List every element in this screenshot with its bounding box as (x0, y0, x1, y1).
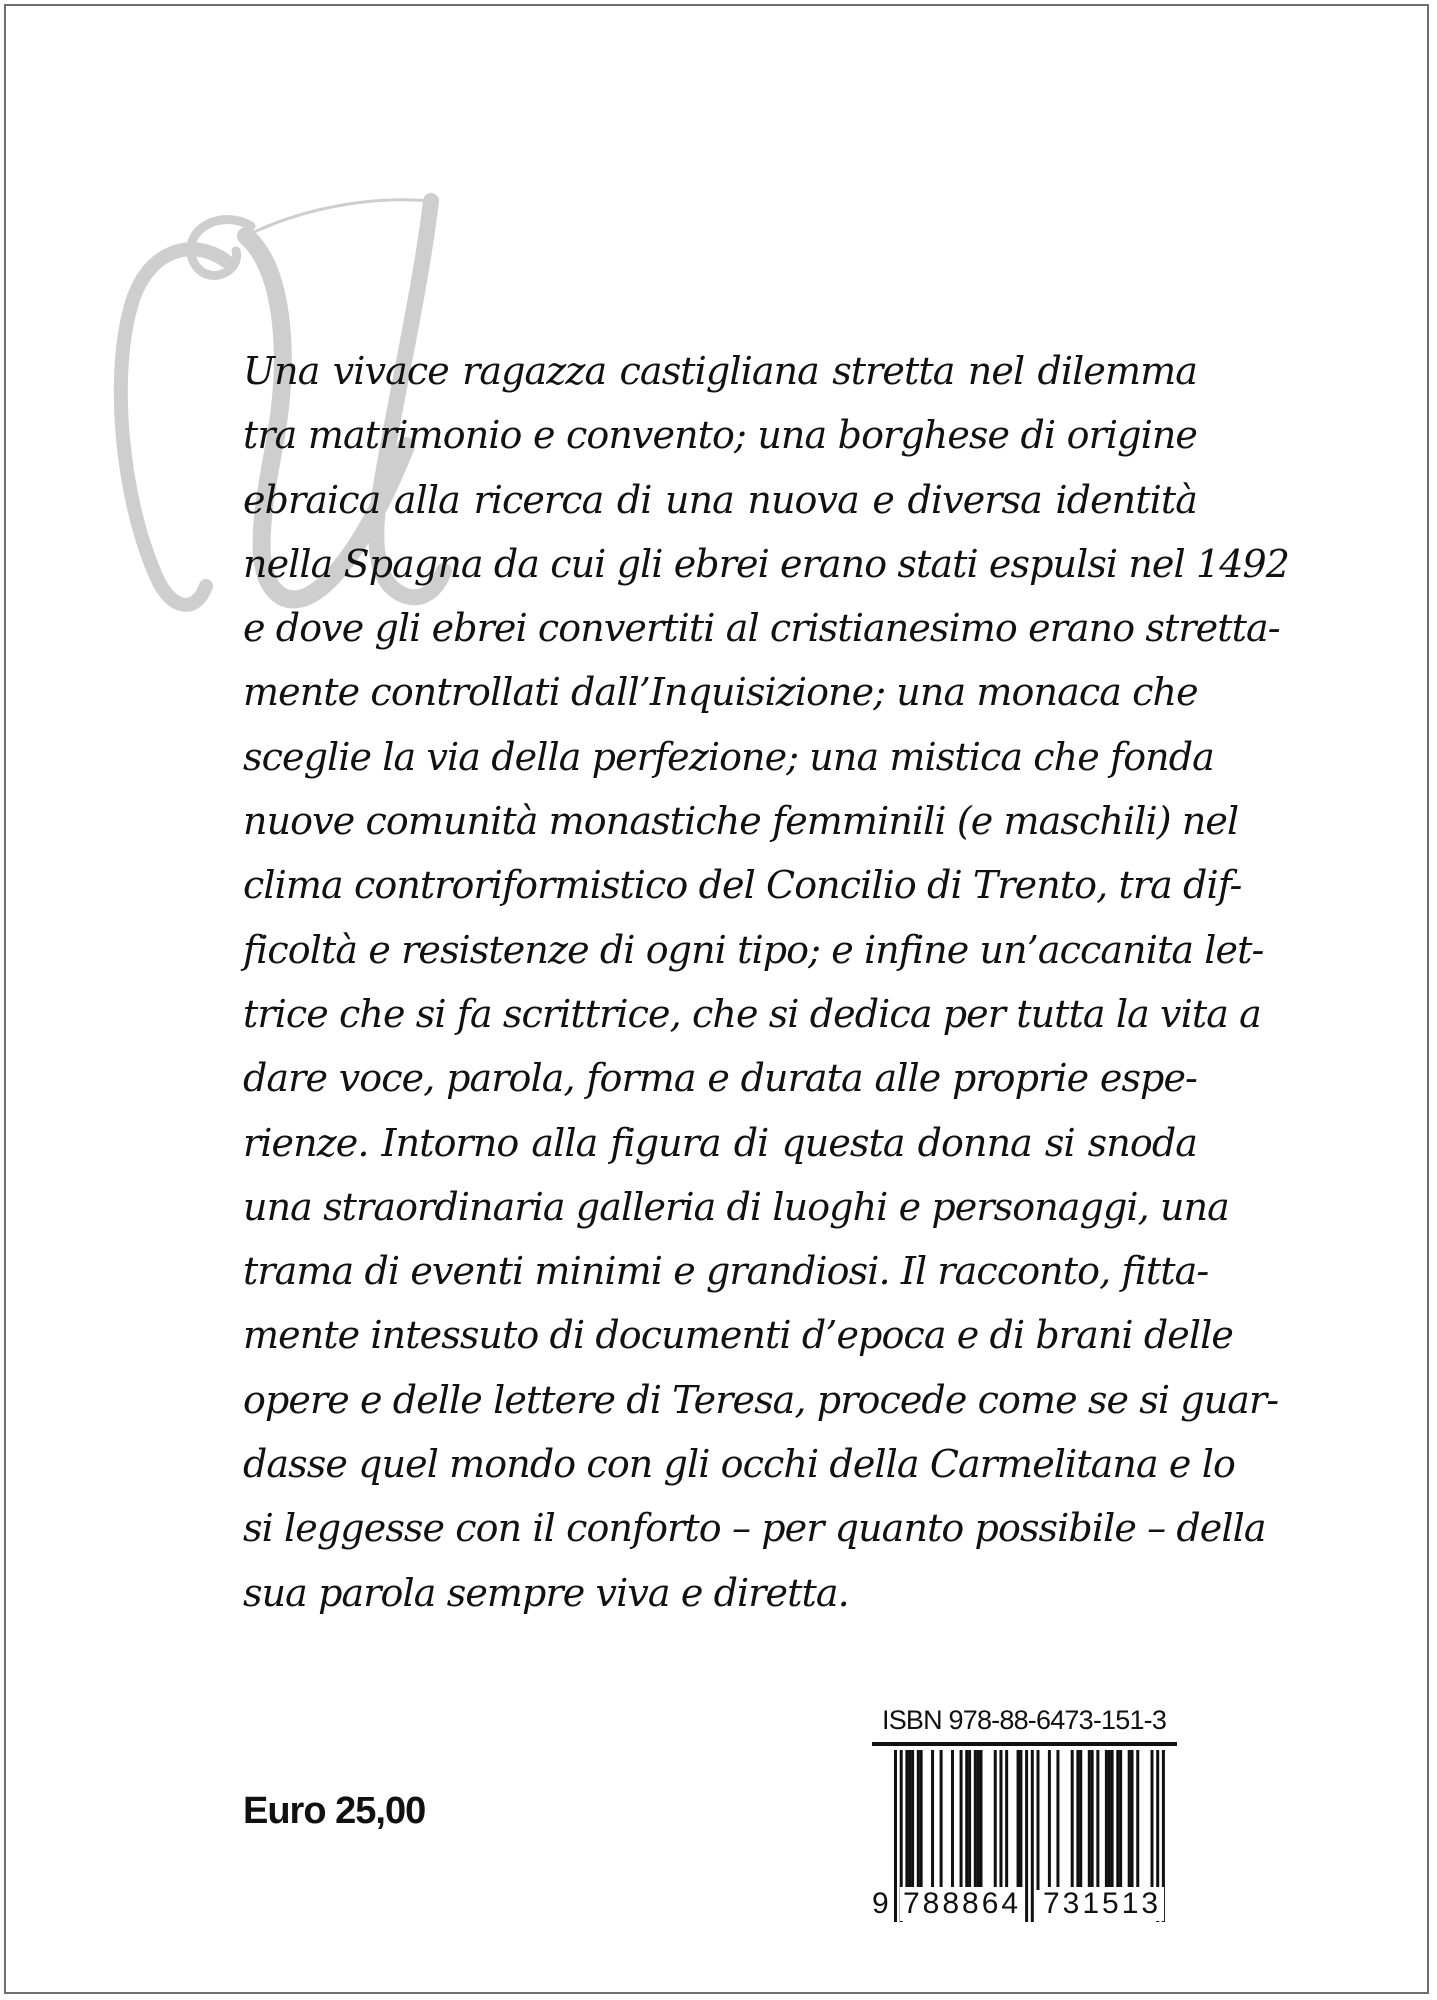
barcode-bar (1056, 1750, 1059, 1890)
back-cover (4, 4, 1429, 1994)
barcode-top-rule (872, 1742, 1177, 1746)
blurb-line: rienze. Intorno alla figura di questa donna si snoda (243, 1120, 1197, 1165)
barcode-bar (951, 1750, 954, 1890)
barcode-bar (1037, 1750, 1040, 1890)
barcode-digits-right: 731513 (1040, 1887, 1164, 1921)
barcode (872, 1742, 1177, 1927)
barcode-bar (1116, 1750, 1119, 1890)
barcode-bar (1128, 1750, 1131, 1890)
blurb-line: tra matrimonio e convento; una borghese di origine (243, 413, 1197, 458)
isbn-block (872, 1705, 1177, 1927)
barcode-bar (1048, 1750, 1051, 1890)
barcode-bar (1111, 1750, 1114, 1890)
blurb-line: dare voce, parola, forma e durata alle proprie espe- (243, 1056, 1197, 1101)
barcode-bar (1005, 1750, 1008, 1890)
barcode-bar (917, 1750, 920, 1890)
barcode-bar (980, 1750, 983, 1890)
barcode-bar (1096, 1750, 1099, 1890)
blurb-line: mente intessuto di documenti d’epoca e di brani delle (243, 1313, 1233, 1358)
blurb-line: nuove comunità monastiche femminili (e maschili) nel (243, 799, 1239, 844)
barcode-bar (905, 1750, 908, 1890)
barcode-bar (999, 1750, 1002, 1890)
barcode-bar (960, 1750, 963, 1890)
blurb-line: sceglie la via della perfezione; una mistica che fonda (243, 734, 1214, 779)
barcode-bar (940, 1750, 943, 1890)
barcode-bar (1019, 1750, 1022, 1890)
blurb-line: ficoltà e resistenze di ogni tipo; e infine un’accanita let- (243, 927, 1264, 972)
blurb-line: trice che si fa scrittrice, che si dedica per tutta la vita a (243, 991, 1261, 1036)
barcode-bar (968, 1750, 971, 1890)
price-label: Euro 25,00 (243, 1790, 426, 1832)
blurb-line: opere e delle lettere di Teresa, procede come se si guar- (243, 1377, 1279, 1422)
blurb-line: ebraica alla ricerca di una nuova e diversa identità (243, 477, 1197, 522)
barcode-bar (1071, 1750, 1074, 1890)
barcode-bar (1108, 1750, 1111, 1890)
isbn-label: ISBN 978-88-6473-151-3 (882, 1705, 1167, 1735)
barcode-bar (1079, 1750, 1082, 1890)
barcode-digits-left: 788864 (900, 1887, 1024, 1921)
barcode-bar (994, 1750, 997, 1890)
blurb-line: mente controllati dall’Inquisizione; una monaca che (243, 670, 1198, 715)
barcode-bar (977, 1750, 980, 1890)
barcode-bar (908, 1750, 911, 1890)
barcode-bar (1136, 1750, 1139, 1890)
blurb-line: si leggesse con il conforto – per quanto possibile – della (243, 1506, 1266, 1551)
barcode-bar (1105, 1750, 1108, 1890)
blurb-line: una straordinaria galleria di luoghi e personaggi, una (243, 1184, 1229, 1229)
barcode-bar (1091, 1750, 1094, 1890)
barcode-bar (1076, 1750, 1079, 1890)
barcode-bar (931, 1750, 934, 1890)
barcode-bar (1017, 1750, 1020, 1890)
barcode-bar (1088, 1750, 1091, 1890)
blurb-text (243, 339, 1290, 1625)
barcode-digit-first: 9 (872, 1887, 889, 1920)
blurb-line: sua parola sempre viva e diretta. (243, 1570, 849, 1615)
blurb-line: nella Spagna da cui gli ebrei erano stati espulsi nel 1492 (243, 541, 1290, 586)
barcode-bar (1151, 1750, 1154, 1890)
barcode-bar (1131, 1750, 1134, 1890)
blurb-line: trama di eventi minimi e grandiosi. Il racconto, fitta- (243, 1249, 1209, 1294)
blurb-line: clima controriformistico del Concilio di Trento, tra dif- (243, 863, 1242, 908)
barcode-bar (974, 1750, 977, 1890)
blurb-line: dasse quel mondo con gli occhi della Carmelitana e lo (243, 1442, 1235, 1487)
blurb-line: Una vivace ragazza castigliana stretta nel dilemma (243, 349, 1197, 393)
barcode-bar (1119, 1750, 1122, 1890)
barcode-bar (920, 1750, 923, 1890)
blurb-line: e dove gli ebrei convertiti al cristianesimo erano stretta- (243, 606, 1280, 651)
barcode-bar (965, 1750, 968, 1890)
barcode-digits (872, 1887, 1177, 1927)
barcode-bar (911, 1750, 914, 1890)
